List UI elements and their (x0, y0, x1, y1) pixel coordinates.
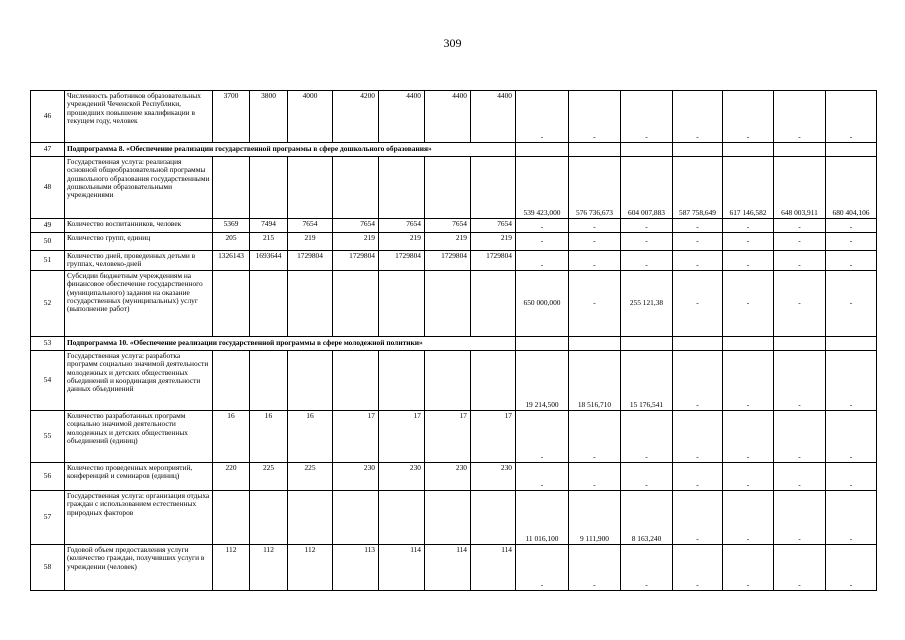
table-row (31, 545, 877, 591)
financing-value: - (826, 233, 877, 251)
financing-value: - (621, 219, 673, 233)
indicator-value: 225 (288, 463, 333, 491)
financing-value: - (673, 271, 723, 337)
financing-value: - (826, 219, 877, 233)
indicator-value (213, 491, 250, 545)
financing-value: 18 516,710 (569, 351, 621, 411)
financing-value: - (673, 491, 723, 545)
financing-value: - (774, 251, 826, 271)
indicator-value: 1693644 (250, 251, 288, 271)
indicator-value (471, 351, 516, 411)
financing-value: - (774, 233, 826, 251)
row-number: 48 (31, 157, 65, 219)
indicator-value: 7654 (425, 219, 471, 233)
financing-value: - (723, 233, 774, 251)
indicator-value: 7494 (250, 219, 288, 233)
empty-cell (569, 337, 621, 351)
indicator-value: 16 (250, 411, 288, 463)
financing-value: - (723, 351, 774, 411)
row-number: 52 (31, 271, 65, 337)
financing-value: - (774, 91, 826, 143)
indicator-value (425, 491, 471, 545)
indicator-value: 112 (288, 545, 333, 591)
financing-value: - (516, 219, 569, 233)
financing-value: - (621, 91, 673, 143)
empty-cell (569, 143, 621, 157)
indicator-value (379, 271, 425, 337)
indicator-value (288, 491, 333, 545)
indicator-value: 16 (288, 411, 333, 463)
table-body (31, 91, 877, 591)
row-number: 49 (31, 219, 65, 233)
indicator-name: Субсидии бюджетным учреждениям на финансовое обеспечение государственного (муниципального) задания на оказание государственных (муниципальных) услуг (выполнение работ) (65, 271, 213, 337)
financing-value: - (673, 91, 723, 143)
indicator-value (425, 157, 471, 219)
indicator-value (379, 157, 425, 219)
empty-cell (774, 337, 826, 351)
indicator-name: Количество дней, проведенных детьми в группах, человеко-дней (65, 251, 213, 271)
indicator-value: 219 (379, 233, 425, 251)
indicator-value: 215 (250, 233, 288, 251)
indicator-value (333, 157, 379, 219)
financing-value: - (723, 463, 774, 491)
row-number: 58 (31, 545, 65, 591)
indicator-value: 219 (333, 233, 379, 251)
indicator-value: 3800 (250, 91, 288, 143)
indicator-name: Годовой объем предоставления услуги (количество граждан, получивших услуги в учреждении (человек) (65, 545, 213, 591)
financing-value: - (673, 411, 723, 463)
indicator-value: 16 (213, 411, 250, 463)
financing-value: - (826, 351, 877, 411)
indicator-value (471, 157, 516, 219)
indicator-value: 230 (379, 463, 425, 491)
financing-value: - (826, 463, 877, 491)
empty-cell (673, 143, 723, 157)
indicator-value: 7654 (333, 219, 379, 233)
financing-value: 539 423,000 (516, 157, 569, 219)
financing-value: - (569, 411, 621, 463)
indicator-value (471, 271, 516, 337)
financing-value: - (826, 491, 877, 545)
indicator-value: 17 (333, 411, 379, 463)
financing-value: 19 214,500 (516, 351, 569, 411)
financing-value: - (826, 411, 877, 463)
indicator-value: 219 (425, 233, 471, 251)
indicator-value (425, 271, 471, 337)
financing-value: 648 003,911 (774, 157, 826, 219)
table-row (31, 463, 877, 491)
indicator-value: 5369 (213, 219, 250, 233)
financing-value: - (774, 351, 826, 411)
indicator-value: 7654 (288, 219, 333, 233)
indicator-value: 1326143 (213, 251, 250, 271)
indicator-value (379, 491, 425, 545)
financing-value: - (516, 233, 569, 251)
financing-value: 8 163,240 (621, 491, 673, 545)
financing-value: - (516, 463, 569, 491)
financing-value: 650 000,000 (516, 271, 569, 337)
indicator-value: 4200 (333, 91, 379, 143)
empty-cell (673, 337, 723, 351)
financing-value: - (516, 91, 569, 143)
financing-value: - (723, 545, 774, 591)
indicator-name: Количество воспитанников, человек (65, 219, 213, 233)
financing-value: - (621, 545, 673, 591)
table-row (31, 491, 877, 545)
financing-value: - (774, 411, 826, 463)
indicator-value (250, 491, 288, 545)
indicator-value (250, 351, 288, 411)
indicator-value (213, 271, 250, 337)
indicator-value: 114 (471, 545, 516, 591)
financing-value: - (673, 351, 723, 411)
financing-value: - (723, 91, 774, 143)
indicator-value (333, 491, 379, 545)
indicator-value (288, 351, 333, 411)
indicator-name: Количество разработанных программ социально значимой деятельности молодежных и детских общественных объединений (единиц) (65, 411, 213, 463)
financing-value: - (826, 545, 877, 591)
financing-value: 587 758,649 (673, 157, 723, 219)
table-row (31, 157, 877, 219)
financing-value: - (673, 219, 723, 233)
indicator-value: 114 (425, 545, 471, 591)
financing-value: - (723, 411, 774, 463)
indicator-value: 219 (471, 233, 516, 251)
financing-value: - (826, 251, 877, 271)
indicator-value (333, 351, 379, 411)
financing-value: - (569, 219, 621, 233)
financing-value: - (621, 463, 673, 491)
subprogram-title: Подпрограмма 8. «Обеспечение реализации государственной программы в сфере дошкольного образования» (65, 143, 516, 157)
indicator-value: 17 (379, 411, 425, 463)
indicator-value: 230 (471, 463, 516, 491)
indicator-value (213, 157, 250, 219)
financing-value: - (569, 91, 621, 143)
indicator-value (333, 271, 379, 337)
row-number: 47 (31, 143, 65, 157)
financing-value: - (723, 491, 774, 545)
indicator-value: 114 (379, 545, 425, 591)
indicator-name: Государственная услуга: разработка программ социально значимой деятельности молодежных и детских общественных объединений и координация деятельности данных объединений (65, 351, 213, 411)
indicator-value: 230 (333, 463, 379, 491)
empty-cell (621, 143, 673, 157)
indicator-value: 4400 (425, 91, 471, 143)
indicator-value: 219 (288, 233, 333, 251)
financing-value: - (723, 271, 774, 337)
financing-value: 680 404,106 (826, 157, 877, 219)
row-number: 56 (31, 463, 65, 491)
subprogram-row (31, 337, 877, 351)
financing-value: - (569, 545, 621, 591)
indicator-value (471, 491, 516, 545)
program-table (30, 90, 877, 591)
financing-value: - (774, 219, 826, 233)
row-number: 53 (31, 337, 65, 351)
indicator-value: 1729804 (425, 251, 471, 271)
financing-value: - (673, 251, 723, 271)
indicator-value: 3700 (213, 91, 250, 143)
indicator-value (379, 351, 425, 411)
empty-cell (826, 143, 877, 157)
indicator-name: Численность работников образовательных учреждений Чеченской Республики, прошедших повышение квалификации в текущем году, человек (65, 91, 213, 143)
page-number: 309 (443, 36, 462, 50)
financing-value: - (621, 233, 673, 251)
financing-value: 604 007,883 (621, 157, 673, 219)
row-number: 55 (31, 411, 65, 463)
financing-value: - (516, 411, 569, 463)
financing-value: - (673, 463, 723, 491)
financing-value: 15 176,541 (621, 351, 673, 411)
indicator-value: 17 (425, 411, 471, 463)
indicator-value: 4400 (471, 91, 516, 143)
indicator-value: 4000 (288, 91, 333, 143)
indicator-value: 220 (213, 463, 250, 491)
financing-value: - (569, 251, 621, 271)
indicator-value: 1729804 (471, 251, 516, 271)
financing-value: - (673, 233, 723, 251)
empty-cell (774, 143, 826, 157)
indicator-value (288, 271, 333, 337)
financing-value: - (673, 545, 723, 591)
empty-cell (621, 337, 673, 351)
empty-cell (516, 143, 569, 157)
table-row (31, 351, 877, 411)
indicator-value: 1729804 (288, 251, 333, 271)
table-row (31, 219, 877, 233)
table-row (31, 91, 877, 143)
indicator-value: 230 (425, 463, 471, 491)
indicator-value: 112 (213, 545, 250, 591)
indicator-value (250, 157, 288, 219)
indicator-value (425, 351, 471, 411)
indicator-name: Количество групп, единиц (65, 233, 213, 251)
financing-value: - (621, 411, 673, 463)
subprogram-title: Подпрограмма 10. «Обеспечение реализации государственной программы в сфере молодежной политики» (65, 337, 516, 351)
financing-value: 576 736,673 (569, 157, 621, 219)
indicator-value: 17 (471, 411, 516, 463)
empty-cell (723, 337, 774, 351)
financing-value: - (569, 233, 621, 251)
indicator-value: 112 (250, 545, 288, 591)
row-number: 54 (31, 351, 65, 411)
indicator-value: 225 (250, 463, 288, 491)
financing-value: 255 121,38 (621, 271, 673, 337)
table-row (31, 233, 877, 251)
financing-value: - (826, 271, 877, 337)
financing-value: 9 111,900 (569, 491, 621, 545)
indicator-name: Количество проведенных мероприятий, конференций и семинаров (единиц) (65, 463, 213, 491)
indicator-name: Государственная услуга: организация отдыха граждан с использованием естественных природных факторов (65, 491, 213, 545)
row-number: 57 (31, 491, 65, 545)
financing-value: - (723, 251, 774, 271)
empty-cell (723, 143, 774, 157)
financing-value: - (621, 251, 673, 271)
indicator-value (288, 157, 333, 219)
indicator-value (213, 351, 250, 411)
financing-value: 11 016,100 (516, 491, 569, 545)
financing-value: - (516, 545, 569, 591)
indicator-value: 7654 (379, 219, 425, 233)
financing-value: - (774, 545, 826, 591)
empty-cell (826, 337, 877, 351)
financing-value: 617 146,582 (723, 157, 774, 219)
row-number: 46 (31, 91, 65, 143)
financing-value: - (774, 491, 826, 545)
financing-value: - (516, 251, 569, 271)
indicator-value: 1729804 (333, 251, 379, 271)
table-row (31, 251, 877, 271)
indicator-value: 4400 (379, 91, 425, 143)
indicator-value: 113 (333, 545, 379, 591)
indicator-value: 1729804 (379, 251, 425, 271)
financing-value: - (826, 91, 877, 143)
row-number: 51 (31, 251, 65, 271)
row-number: 50 (31, 233, 65, 251)
financing-value: - (723, 219, 774, 233)
financing-value: - (774, 463, 826, 491)
financing-value: - (569, 463, 621, 491)
indicator-name: Государственная услуга: реализация основной общеобразовательной программы дошкольного образования государственными дошкольными образовательными учреждениями (65, 157, 213, 219)
indicator-value: 7654 (471, 219, 516, 233)
table-row (31, 411, 877, 463)
subprogram-row (31, 143, 877, 157)
table-row (31, 271, 877, 337)
financing-value: - (569, 271, 621, 337)
empty-cell (516, 337, 569, 351)
indicator-value (250, 271, 288, 337)
financing-value: - (774, 271, 826, 337)
indicator-value: 205 (213, 233, 250, 251)
